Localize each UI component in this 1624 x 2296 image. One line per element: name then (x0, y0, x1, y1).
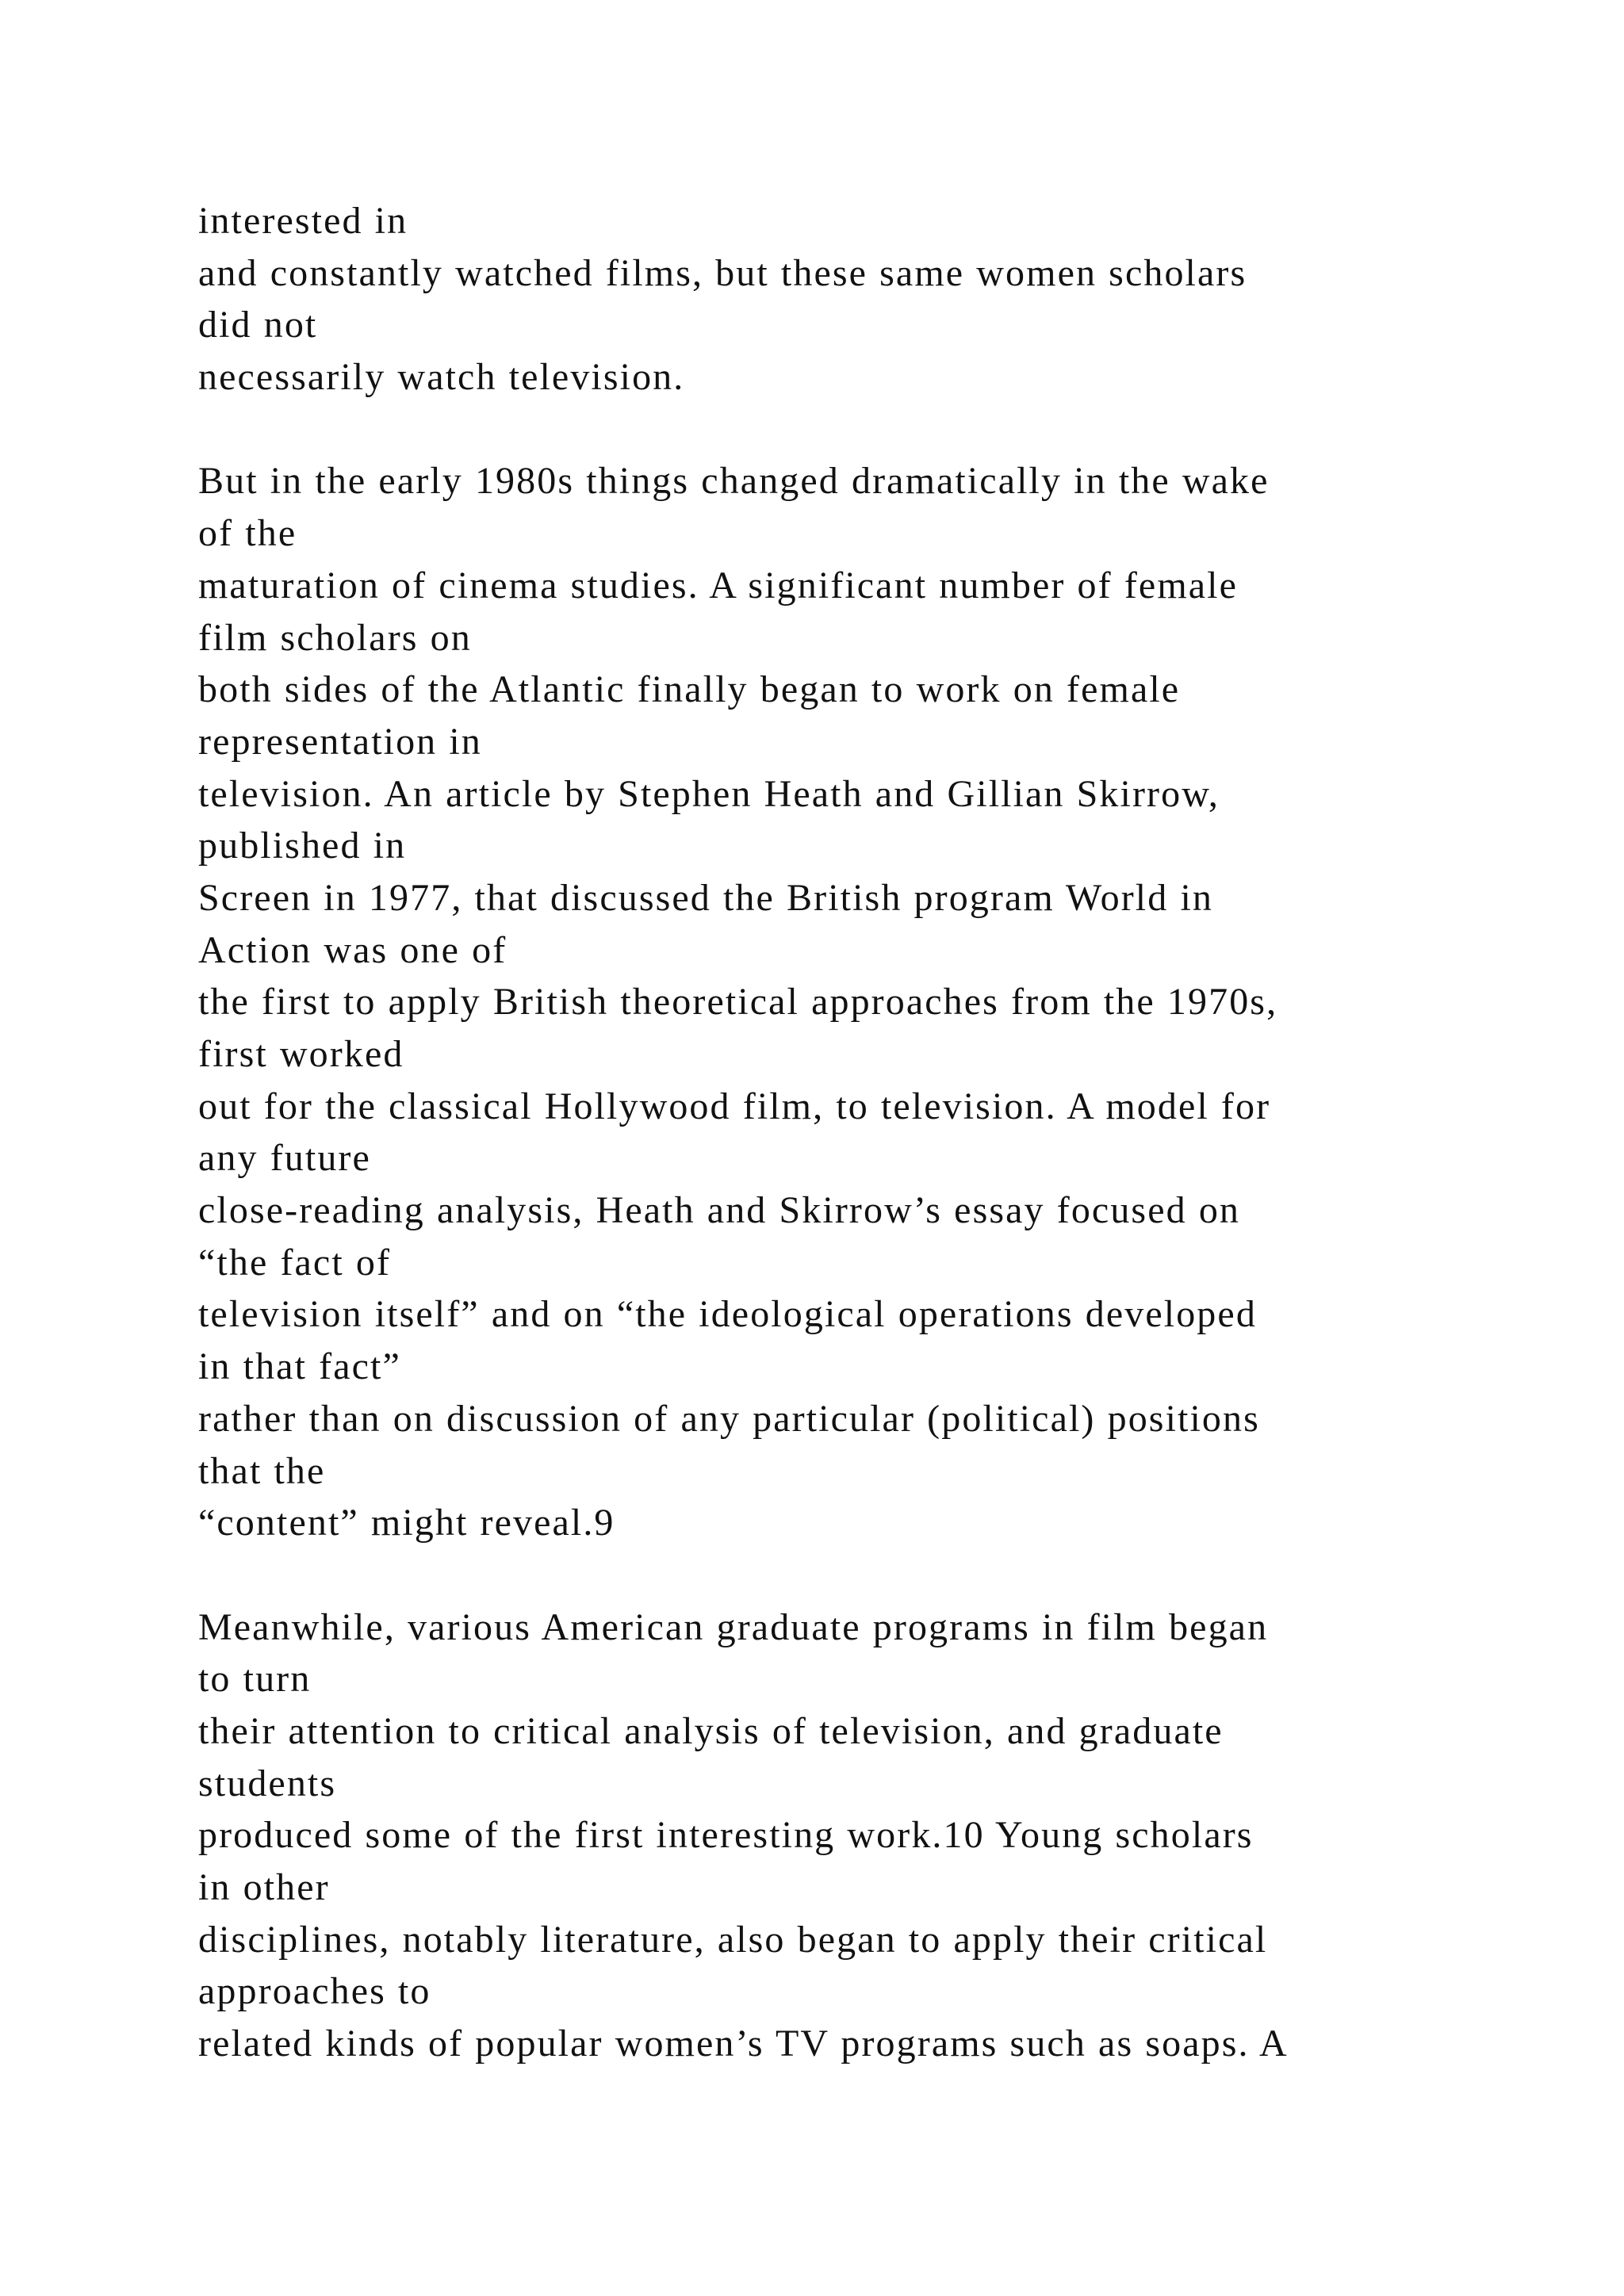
paragraph-break (198, 404, 1594, 456)
text-line: in other (198, 1866, 330, 1908)
text-line: Screen in 1977, that discussed the British program World in (198, 876, 1213, 919)
text-line: rather than on discussion of any particular (political) positions (198, 1397, 1260, 1440)
text-line: disciplines, notably literature, also began to apply their critical (198, 1918, 1268, 1961)
text-line: of the (198, 512, 297, 555)
text-line: to turn (198, 1658, 312, 1701)
text-line: “content” might reveal.9 (198, 1502, 615, 1544)
text-line: their attention to critical analysis of television, and graduate (198, 1709, 1224, 1752)
text-line: television itself” and on “the ideological operations developed (198, 1293, 1257, 1336)
text-line: necessarily watch television. (198, 356, 685, 399)
text-line: But in the early 1980s things changed dramatically in the wake (198, 460, 1270, 503)
text-line: in that fact” (198, 1345, 401, 1388)
text-line: film scholars on (198, 616, 472, 659)
text-line: any future (198, 1137, 371, 1180)
text-line: Meanwhile, various American graduate programs in film began (198, 1605, 1269, 1648)
text-line: approaches to (198, 1970, 431, 2013)
text-line: and constantly watched films, but these same women scholars (198, 251, 1247, 294)
text-line: students (198, 1762, 337, 1804)
text-line: produced some of the first interesting work.10 Young scholars (198, 1814, 1254, 1857)
paragraph-break (198, 1549, 1594, 1601)
text-line: interested in (198, 200, 408, 242)
text-line: related kinds of popular women’s TV programs such as soaps. A (198, 2022, 1289, 2065)
text-line: representation in (198, 720, 482, 763)
paragraph (198, 455, 1594, 1548)
text-line: that the (198, 1449, 326, 1492)
body-text (198, 195, 1594, 2070)
text-line: the first to apply British theoretical approaches from the 1970s, (198, 981, 1278, 1024)
text-line: both sides of the Atlantic finally began to work on female (198, 668, 1181, 711)
text-line: Action was one of (198, 928, 508, 971)
text-line: first worked (198, 1033, 404, 1075)
text-line: out for the classical Hollywood film, to television. A model for (198, 1085, 1271, 1127)
text-line: television. An article by Stephen Heath and Gillian Skirrow, (198, 772, 1220, 815)
paragraph (198, 1601, 1594, 2070)
text-line: did not (198, 304, 318, 346)
text-line: maturation of cinema studies. A significant number of female (198, 564, 1239, 607)
text-line: “the fact of (198, 1241, 392, 1284)
text-line: published in (198, 825, 407, 867)
paragraph (198, 195, 1594, 404)
text-line: close-reading analysis, Heath and Skirrow’s essay focused on (198, 1189, 1241, 1232)
